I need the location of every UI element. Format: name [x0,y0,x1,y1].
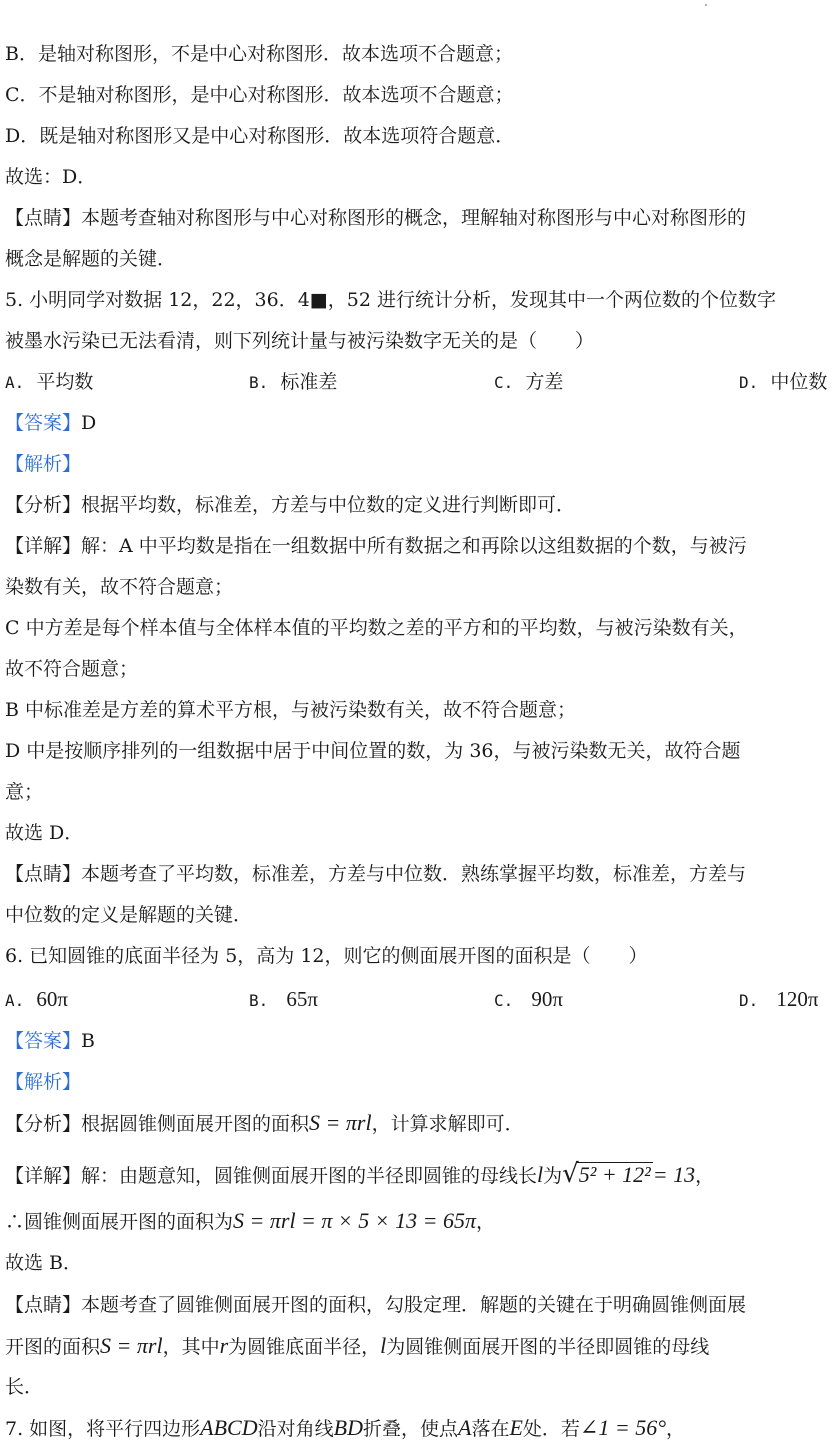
text-span: 为 [543,1165,563,1187]
answer-value: B [81,1030,95,1052]
question-7-stem [5,1416,685,1441]
text-span: 处．若 [522,1418,580,1440]
answer-value: D [81,412,97,434]
math-formula: S = πrl = π × 5 × 13 = 65π [233,1208,476,1233]
math-radicand: 5² + 12² [578,1162,651,1187]
option-d: D. 120π [739,987,819,1011]
text-span: 开图的面积 [5,1336,101,1358]
text-line: D 中是按顺序排列的一组数据中居于中间位置的数，为 36，与被污染数无关，故符合题 [5,740,741,762]
analysis-tag: 【解析】 [5,1071,82,1093]
question-5-stem: 被墨水污染已无法看清，则下列统计量与被污染数字无关的是（ ） [5,330,595,352]
text-line: 意； [5,781,44,803]
answer-tag: 【答案】 [5,1030,82,1052]
answer-tag: 【答案】 [5,412,82,434]
option-b: B. 65π [249,987,318,1011]
text-line: 概念是解题的关键． [5,248,177,270]
option-b: B. 标准差 [249,371,338,393]
text-line: 【点睛】本题考查轴对称图形与中心对称图形的概念，理解轴对称图形与中心对称图形的 [5,207,747,229]
option-a: A. 平均数 [5,371,94,393]
text-span: 7. 如图，将平行四边形 [5,1418,201,1440]
text-span: ， [475,1211,495,1233]
question-6-stem: 6. 已知圆锥的底面半径为 5，高为 12，则它的侧面展开图的面积是（ ） [5,945,648,967]
text-span: 【详解】解：由题意知，圆锥侧面展开图的半径即圆锥的母线长 [5,1165,538,1187]
text-line [5,1111,524,1136]
text-span: ，其中 [162,1336,220,1358]
text-span: 落在 [471,1418,510,1440]
option-d: D. 中位数 [739,371,828,393]
scan-speck [705,4,707,6]
text-span: 折叠，使点 [362,1418,458,1440]
sqrt-icon: √ [562,1159,579,1189]
text-span: ， [666,1418,686,1440]
text-line [5,1334,709,1359]
math-var: BD [333,1415,363,1440]
answer-line [5,411,96,435]
text-line: 【点睛】本题考查了平均数，标准差，方差与中位数．熟练掌握平均数，标准差，方差与 [5,863,747,885]
text-span: 【分析】根据圆锥侧面展开图的面积 [5,1113,310,1135]
text-line: 中位数的定义是解题的关键． [5,904,253,926]
text-line: 故不符合题意； [5,658,139,680]
math-var: A [457,1415,472,1440]
text-span: 为圆锥侧面展开图的半径即圆锥的母线 [386,1336,710,1358]
text-span: ， [695,1165,715,1187]
text-line: 故选 D． [5,822,84,844]
text-line: B．是轴对称图形，不是中心对称图形．故本选项不合题意； [5,43,513,65]
text-line: 故选 B． [5,1252,83,1274]
text-line [5,1159,715,1189]
math-formula: S = πrl [309,1110,372,1135]
text-line: D．既是轴对称图形又是中心对称图形．故本选项符合题意． [5,125,515,147]
option-c: C. 方差 [494,371,564,393]
text-line: B 中标准差是方差的算术平方根，与被污染数有关，故不符合题意； [5,699,577,721]
math-var: l [537,1162,544,1187]
option-a: A. 60π [5,987,68,1011]
text-line [5,1209,495,1234]
math-formula: = 13 [652,1162,696,1187]
text-span: 为圆锥底面半径， [228,1336,381,1358]
math-var: ABCD [200,1415,258,1440]
math-var: r [219,1333,229,1358]
option-c: C. 90π [494,987,563,1011]
question-5-stem: 5. 小明同学对数据 12，22，36．4■，52 进行统计分析，发现其中一个两位数的个位数字 [5,289,776,311]
math-formula: ∠1 = 56° [579,1415,666,1440]
text-line: C．不是轴对称图形，是中心对称图形．故本选项不合题意； [5,84,514,106]
text-span: 沿对角线 [257,1418,334,1440]
text-line: 染数有关，故不符合题意； [5,576,234,598]
text-line: 长． [5,1376,44,1398]
answer-line [5,1029,95,1053]
text-line: C 中方差是每个样本值与全体样本值的平均数之差的平方和的平均数，与被污染数有关， [5,617,748,639]
text-line: 故选：D． [5,166,97,188]
text-span: ，计算求解即可． [371,1113,524,1135]
text-line: 【点睛】本题考查了圆锥侧面展开图的面积，勾股定理．解题的关键在于明确圆锥侧面展 [5,1294,747,1316]
math-var: E [509,1415,523,1440]
math-var: l [380,1333,387,1358]
text-span: ∴圆锥侧面展开图的面积为 [5,1211,234,1233]
analysis-tag: 【解析】 [5,453,82,475]
math-formula: S = πrl [100,1333,163,1358]
text-line: 【分析】根据平均数，标准差，方差与中位数的定义进行判断即可． [5,494,576,516]
text-line: 【详解】解：A 中平均数是指在一组数据中所有数据之和再除以这组数据的个数，与被污 [5,535,747,557]
